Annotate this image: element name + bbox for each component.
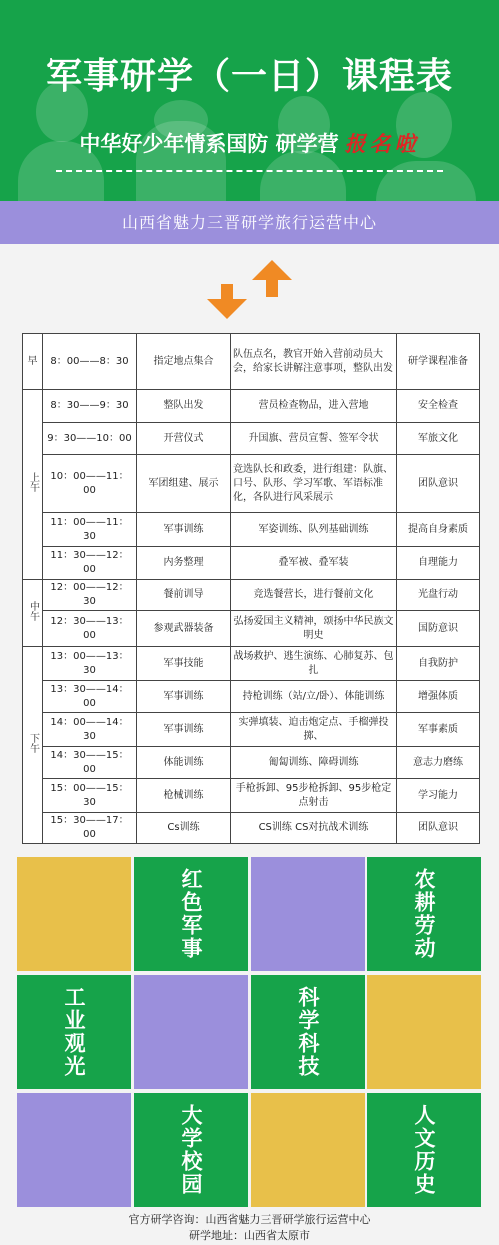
- period-cell: 早: [23, 334, 43, 390]
- content-cell: 队伍点名，教官开始入营前动员大会，给家长讲解注意事项，整队出发: [231, 334, 397, 390]
- item-cell: 体能训练: [137, 747, 231, 779]
- grid-tile-science: [250, 974, 366, 1090]
- time-cell: 8：00——8：30: [43, 334, 137, 390]
- table-row: [23, 611, 480, 647]
- period-cell: 上午: [23, 390, 43, 580]
- table-row: [23, 747, 480, 779]
- goal-cell: 国防意识: [397, 611, 480, 647]
- item-cell: Cs训练: [137, 813, 231, 844]
- grid-label: 大学校园: [179, 1104, 203, 1196]
- time-cell: 15：00——15：30: [43, 779, 137, 813]
- grid-tile: [16, 1092, 132, 1208]
- goal-cell: 团队意识: [397, 455, 480, 513]
- goal-cell: 增强体质: [397, 681, 480, 713]
- grid-label: 红色军事: [179, 868, 203, 960]
- content-cell: 营员检查物品，进入营地: [231, 390, 397, 423]
- time-cell: 14：00——14：30: [43, 713, 137, 747]
- table-row: [23, 681, 480, 713]
- time-cell: 13：30——14：00: [43, 681, 137, 713]
- item-cell: 军事技能: [137, 647, 231, 681]
- schedule-table: [22, 333, 480, 844]
- grid-tile: [133, 974, 249, 1090]
- grid-tile-farming: [366, 856, 482, 972]
- goal-cell: 安全检查: [397, 390, 480, 423]
- content-cell: 竞选队长和政委，进行组建：队旗、口号、队形、学习军歌、军语标准化，各队进行风采展示: [231, 455, 397, 513]
- footer-address: 研学地址：山西省太原市: [189, 1229, 310, 1242]
- goal-cell: 学习能力: [397, 779, 480, 813]
- grid-tile: [16, 856, 132, 972]
- item-cell: 整队出发: [137, 390, 231, 423]
- footer-contact: 官方研学咨询：山西省魅力三晋研学旅行运营中心: [128, 1213, 371, 1226]
- item-cell: 军事训练: [137, 681, 231, 713]
- item-cell: 军团组建、展示: [137, 455, 231, 513]
- time-cell: 8：30——9：30: [43, 390, 137, 423]
- table-row: [23, 513, 480, 547]
- time-cell: 9：30——10：00: [43, 423, 137, 455]
- grid-label: 农耕劳动: [412, 868, 436, 960]
- silhouette: [376, 161, 476, 201]
- goal-cell: 光盘行动: [397, 580, 480, 611]
- table-row: [23, 390, 480, 423]
- item-cell: 参观武器装备: [137, 611, 231, 647]
- subtitle-text: 中华好少年情系国防 研学营: [79, 132, 339, 156]
- footer: [0, 1212, 499, 1244]
- activity-grid: [16, 856, 482, 1208]
- grid-tile: [250, 1092, 366, 1208]
- goal-cell: 军事素质: [397, 713, 480, 747]
- item-cell: 开营仪式: [137, 423, 231, 455]
- content-cell: CS训练 CS对抗战术训练: [231, 813, 397, 844]
- time-cell: 14：30——15：00: [43, 747, 137, 779]
- time-cell: 13：00——13：30: [43, 647, 137, 681]
- page-subtitle: [0, 128, 499, 158]
- content-cell: 实弹填装、迫击炮定点、手榴弹投掷、: [231, 713, 397, 747]
- content-cell: 升国旗、营员宣誓、签军令状: [231, 423, 397, 455]
- table-row: [23, 455, 480, 513]
- table-row: [23, 580, 480, 611]
- content-cell: 竞选餐营长，进行餐前文化: [231, 580, 397, 611]
- grid-label: 科学科技: [296, 986, 320, 1078]
- page-title: 军事研学（一日）课程表: [45, 56, 453, 97]
- grid-tile-university: [133, 1092, 249, 1208]
- goal-cell: 提高自身素质: [397, 513, 480, 547]
- goal-cell: 团队意识: [397, 813, 480, 844]
- content-cell: 叠军被、叠军装: [231, 547, 397, 580]
- organizer-banner: 山西省魅力三晋研学旅行运营中心: [0, 201, 499, 244]
- header-banner: [0, 0, 499, 201]
- time-cell: 11：00——11：30: [43, 513, 137, 547]
- signup-stamp: 报名啦: [344, 131, 420, 156]
- content-cell: 弘扬爱国主义精神，颂扬中华民族文明史: [231, 611, 397, 647]
- table-row: [23, 334, 480, 390]
- content-cell: 匍匐训练、障碍训练: [231, 747, 397, 779]
- time-cell: 10：00——11：00: [43, 455, 137, 513]
- time-cell: 15：30——17：00: [43, 813, 137, 844]
- item-cell: 餐前训导: [137, 580, 231, 611]
- content-cell: 战场救护、逃生演练、心肺复苏、包扎: [231, 647, 397, 681]
- item-cell: 军事训练: [137, 713, 231, 747]
- content-cell: 持枪训练（站/立/卧）、体能训练: [231, 681, 397, 713]
- table-row: [23, 779, 480, 813]
- grid-tile-red-military: [133, 856, 249, 972]
- dashed-divider: [56, 170, 443, 172]
- period-cell: 中午: [23, 580, 43, 647]
- silhouette: [260, 151, 346, 201]
- grid-label: 人文历史: [412, 1104, 436, 1196]
- goal-cell: 自理能力: [397, 547, 480, 580]
- item-cell: 军事训练: [137, 513, 231, 547]
- item-cell: 内务整理: [137, 547, 231, 580]
- time-cell: 12：30——13：00: [43, 611, 137, 647]
- goal-cell: 意志力磨练: [397, 747, 480, 779]
- content-cell: 手枪拆卸、95步枪拆卸、95步枪定点射击: [231, 779, 397, 813]
- grid-tile: [366, 974, 482, 1090]
- table-row: [23, 813, 480, 844]
- grid-tile-industry: [16, 974, 132, 1090]
- time-cell: 12：00——12：30: [43, 580, 137, 611]
- grid-tile: [250, 856, 366, 972]
- goal-cell: 自我防护: [397, 647, 480, 681]
- period-cell: 下午: [23, 647, 43, 844]
- grid-tile-humanities: [366, 1092, 482, 1208]
- table-row: [23, 647, 480, 681]
- goal-cell: 军旅文化: [397, 423, 480, 455]
- grid-label: 工业观光: [62, 986, 86, 1078]
- content-cell: 军姿训练、队列基础训练: [231, 513, 397, 547]
- goal-cell: 研学课程准备: [397, 334, 480, 390]
- table-row: [23, 547, 480, 580]
- item-cell: 枪械训练: [137, 779, 231, 813]
- item-cell: 指定地点集合: [137, 334, 231, 390]
- time-cell: 11：30——12：00: [43, 547, 137, 580]
- table-row: [23, 713, 480, 747]
- table-row: [23, 423, 480, 455]
